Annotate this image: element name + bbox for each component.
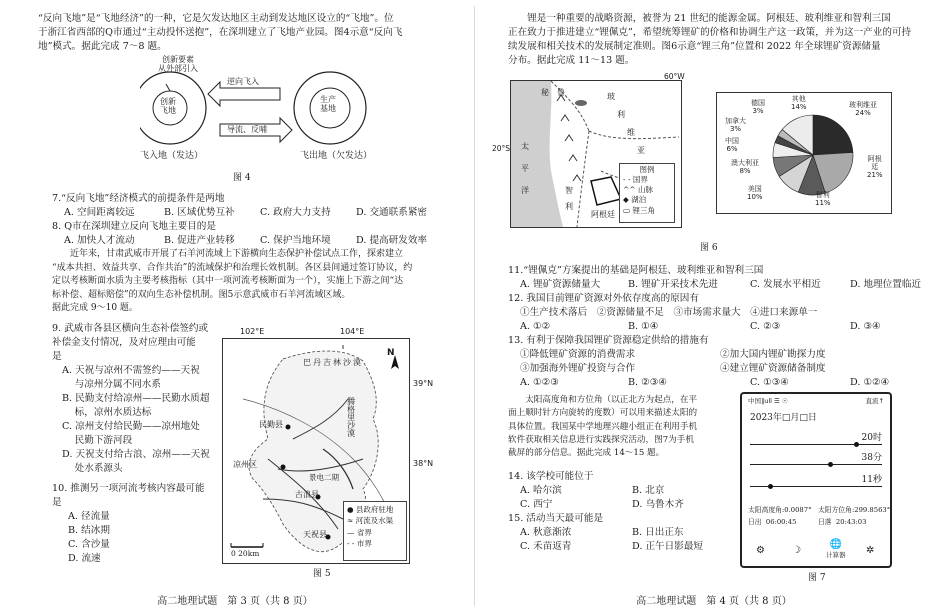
left-page [0, 0, 470, 613]
q7-option-d: D. 交通联系紧密 [356, 207, 428, 218]
intro-sun-position: 太阳高度角和方位角（以正北方为起点，在平 面上顺时针方向旋转的度数）可以用来描述太阳的 具体位置。我国某中学地理兴趣小组正在利用手机 软件获取相关信息进行实践探究活动，图7为手机 截屏的部分信息。据此完成 14～15 题。 [508, 395, 698, 459]
figure-5-map [222, 338, 410, 564]
fig4-left-inner: 创新 飞地 [160, 97, 176, 115]
fig6-lon: 60°W [664, 72, 685, 81]
q10-option-a: A. 径流量 [68, 511, 110, 522]
pie-label-bolivia: 玻利维亚 24% [849, 101, 877, 118]
q15-option-b: B. 日出正东 [632, 527, 684, 538]
pie-label-germany: 德国 3% [751, 99, 765, 116]
q10-option-b: B. 结冰期 [68, 525, 110, 536]
fig5-desert-tengger: 腾格里沙漠 [346, 397, 356, 437]
fig6-legend-title: 图例 [639, 165, 655, 174]
fig6-label-wei: 维 [627, 128, 635, 137]
q13-option-b: B. ②③④ [628, 377, 667, 388]
fig4-right-label: 飞出地（欠发达） [300, 151, 373, 161]
q13-option-c: C. ①③④ [750, 377, 789, 388]
q7-option-a: A. 空间距离较远 [64, 207, 135, 218]
q10-stem: 10. 推测另一项河流考核内容最可能 是 [52, 483, 205, 508]
second-slider-thumb[interactable] [768, 484, 773, 489]
calculator-label: 计算器 [826, 551, 846, 559]
fig5-lon-102: 102°E [240, 327, 265, 336]
pie-label-canada: 加拿大 3% [725, 117, 746, 134]
phone-hour: 20时 [861, 433, 882, 443]
moon-icon[interactable]: ☽ [792, 545, 801, 556]
q13-options [520, 376, 940, 390]
fig6-label-ya: 亚 [637, 146, 645, 155]
fig4-left-label: 飞入地（发达） [140, 151, 204, 161]
phone-minute: 38分 [861, 453, 882, 463]
q11-option-b: B. 锂矿开采技术先进 [628, 279, 718, 290]
q12-items: ①生产技术落后 ②资源储量不足 ③市场需求量大 ④进口来源单一 [520, 307, 818, 318]
intro-flying-land: “反向飞地”是“飞地经济”的一种，它是欠发达地区主动到发达地区设立的“飞地”。位 于浙江省西部的Q市通过“主动投怀送抱”，在深圳建立了飞地产业园。图4示意“反向飞 地”模式。据此完成 7～8 题。 [38, 13, 403, 52]
fig4-outer-top: 创新要素 [162, 55, 194, 64]
fig5-place-liangzhou: 凉州区 [233, 460, 257, 469]
q15-options-row2 [520, 540, 750, 554]
pie-label-usa: 美国 10% [747, 185, 763, 202]
phone-sunrise: 日出 06:00:45 [748, 518, 797, 526]
q9-option-d: D. 天祝支付给古浪、凉州——天祝 处水系源头 [62, 449, 210, 474]
fig6-label-zhi: 智 [565, 186, 573, 195]
page-divider [474, 6, 475, 606]
q14-option-d: D. 乌鲁木齐 [632, 499, 684, 510]
intro-shiyang-river: 近年来，甘肃武威市开展了石羊河流域上下游横向生态保护补偿试点工作，探索建立 “成本共担、效益共享、合作共治”的流域保护和治理长效机制。各区县间通过签订协议，约 定以考核断面水质为主要考核指标（其中一项河流考核断面为一个），实施上下游之间“达 标补偿、超标赔偿”的双向生态补偿机制。图5示意武威市石羊河流域区域。 据此完成 9～10 题。 [52, 249, 413, 313]
fig5-legend-province: — 省界 [347, 527, 372, 537]
fig4-arrow-top: 逆向飞入 [227, 77, 259, 86]
phone-status-right: 直流↑ [865, 397, 884, 405]
fig5-canal: 景电二期 [309, 473, 339, 482]
globe-calculator-button[interactable]: 🌐 计算器 [826, 539, 846, 559]
q9-option-c: C. 凉州支付给民勤——凉州地处 民勤下游河段 [62, 421, 200, 446]
right-page [478, 0, 950, 613]
fig5-lon-104: 104°E [340, 327, 365, 336]
fig6-label-bo: 玻 [607, 92, 615, 101]
q12-option-b: B. ①④ [628, 321, 659, 332]
fig6-legend-mountain: ^^ 山脉 [623, 185, 653, 195]
q11-option-a: A. 锂矿资源储量大 [520, 279, 601, 290]
minute-slider-thumb[interactable] [828, 462, 833, 467]
fig6-label-argentina: 阿根廷 [591, 210, 615, 219]
q12-stem: 12. 我国目前锂矿资源对外依存度高的原因有 [508, 293, 699, 304]
q7-option-b: B. 区域优势互补 [164, 207, 235, 218]
q9-option-a: A. 天祝与凉州不需签约——天祝 与凉州分属不同水系 [62, 365, 200, 390]
q13-option-d: D. ①②④ [850, 377, 890, 388]
settings-icon[interactable]: ⚙ [756, 545, 765, 556]
fig4-right-inner: 生产 基地 [320, 95, 336, 113]
q7-stem: 7.“反向飞地”经济模式的前提条件是两地 [52, 193, 225, 204]
fig6-label-ping: 平 [521, 164, 529, 173]
figure-6-map [510, 80, 682, 228]
q8-option-b: B. 促进产业转移 [164, 235, 235, 246]
fig6-label-peru: 秘 鲁 [541, 88, 565, 97]
fig6-legend-lake: ◆ 湖泊 [623, 195, 647, 205]
q13-stem: 13. 有利于保障我国锂矿资源稳定供给的措施有 [508, 335, 709, 346]
q15-option-a: A. 秋意渐浓 [520, 527, 572, 538]
fig5-legend-city: - - 市界 [347, 538, 372, 548]
fig5-scale: 0 20km [231, 549, 260, 558]
fig5-north: N [387, 348, 395, 358]
q8-option-a: A. 加快人才流动 [64, 235, 135, 246]
q7-option-c: C. 政府大力支持 [260, 207, 331, 218]
fig6-label-li: 利 [617, 110, 625, 119]
fig6-legend [619, 163, 675, 223]
q11-option-c: C. 发展水平相近 [750, 279, 821, 290]
phone-date: 2023年□月□日 [750, 413, 817, 423]
q12-option-c: C. ②③ [750, 321, 781, 332]
fig5-desert-badain: 巴丹吉林沙漠 [303, 358, 363, 367]
q10-option-d: D. 流速 [68, 553, 101, 564]
fig4-outer-top2: 从外部引入 [158, 63, 198, 73]
pie-label-china: 中国 6% [725, 137, 739, 154]
q7-options [64, 206, 464, 220]
q15-option-c: C. 禾苗返青 [520, 541, 572, 552]
q14-options-row2 [520, 498, 740, 512]
fig5-lat-38: 38°N [413, 459, 434, 468]
fig6-legend-triangle: ▭ 锂三角 [623, 205, 655, 215]
q14-option-a: A. 哈尔滨 [520, 485, 562, 496]
q13-item-4: ④建立锂矿资源储备制度 [720, 363, 826, 374]
pie-chart-frame [716, 92, 892, 214]
left-footer: 高二地理试题 第 3 页（共 8 页） [157, 595, 313, 607]
fig5-caption: 图 5 [313, 569, 331, 579]
fig4-arrow-bottom: 导流、反哺 [227, 125, 267, 134]
fig5-legend-river: ≈ 河流及水渠 [347, 516, 394, 526]
q12-option-d: D. ③④ [850, 321, 881, 332]
q13-option-a: A. ①②③ [520, 377, 559, 388]
hour-slider-thumb[interactable] [854, 442, 859, 447]
q11-stem: 11.“锂佩克”方案提出的基础是阿根廷、玻利维亚和智利三国 [508, 265, 764, 276]
pie-slice-0 [813, 115, 853, 155]
q13-item-3: ③加强海外锂矿投资与合作 [520, 363, 636, 374]
q12-options [520, 320, 940, 334]
q8-option-d: D. 提高研发效率 [356, 235, 428, 246]
phone-status-left: 中国∥ull ☰ ☉ [748, 397, 788, 405]
q15-option-d: D. 正午日影最短 [632, 541, 704, 552]
q11-options [520, 278, 940, 292]
phone-sunset: 日落 20:43:03 [818, 518, 867, 526]
fig6-label-tai: 太 [521, 142, 529, 151]
fig6-label-li2: 利 [565, 202, 573, 211]
fig5-legend-county: ● 县政府驻地 [347, 505, 394, 514]
q8-option-c: C. 保护当地环境 [260, 235, 331, 246]
figure-7-phone-screen [740, 392, 892, 568]
fig6-caption: 图 6 [700, 243, 718, 253]
fig6-lat: 20°S [492, 144, 511, 153]
pie-label-argentina: 阿根 廷 21% [867, 155, 883, 180]
phone-azimuth: 太阳方位角:299.8563° [818, 506, 891, 514]
pie-label-chile: 智利 11% [815, 191, 831, 208]
q15-options-row1 [520, 526, 750, 540]
q8-stem: 8. Q市在深圳建立反向飞地主要目的是 [52, 221, 216, 232]
fig7-caption: 图 7 [808, 573, 826, 583]
fig5-legend [343, 501, 407, 561]
q14-options-row1 [520, 484, 740, 498]
q9-option-b: B. 民勤支付给凉州——民勤水质超 标，凉州水质达标 [62, 393, 210, 418]
q12-option-a: A. ①② [520, 321, 551, 332]
q15-stem: 15. 活动当天最可能是 [508, 513, 604, 524]
fig4-caption: 图 4 [233, 173, 251, 183]
fig6-label-yang: 洋 [521, 186, 529, 195]
fig6-legend-border: - - 国界 [623, 175, 648, 185]
q10-option-c: C. 含沙量 [68, 539, 110, 550]
pie-label-australia: 澳大利亚 8% [731, 159, 759, 176]
q13-items-row2 [520, 362, 940, 376]
gear-icon[interactable]: ✲ [866, 545, 875, 556]
q13-item-2: ②加大国内锂矿勘探力度 [720, 349, 826, 360]
q14-option-b: B. 北京 [632, 485, 665, 496]
fig5-place-gulang: 古浪县 [295, 490, 319, 499]
q13-items-row1 [520, 348, 940, 362]
fig5-place-minqin: 民勤县 [259, 420, 283, 429]
q9-stem: 9. 武威市各县区横向生态补偿签约或 补偿金支付情况，及对应理由可能 是 [52, 323, 209, 362]
pie-label-others: 其他 14% [791, 95, 807, 112]
q14-stem: 14. 该学校可能位于 [508, 471, 594, 482]
intro-lithium: 锂是一种重要的战略资源，被誉为 21 世纪的能源金属。阿根廷、玻利维亚和智利三国 正在致力于推进建立“锂佩克”，希望统筹锂矿的价格和协调生产这一政策，并为这一产业的可持 续发展和相关技术的发展制定准则。图6示意“锂三角”位置和 2022 年全球锂矿资源储量 分布。据此完成 11～13 题。 [508, 13, 912, 66]
q11-option-d: D. 地理位置临近 [850, 279, 922, 290]
phone-second: 11秒 [861, 475, 882, 485]
right-footer: 高二地理试题 第 4 页（共 8 页） [636, 595, 792, 607]
q8-options [64, 234, 464, 248]
q14-option-c: C. 西宁 [520, 499, 553, 510]
q13-item-1: ①降低锂矿资源的消费需求 [520, 349, 636, 360]
phone-elevation: 太阳高度角:0.0087° [748, 506, 812, 514]
fig5-lat-39: 39°N [413, 379, 434, 388]
fig5-place-tianzhu: 天祝县 [303, 530, 327, 539]
